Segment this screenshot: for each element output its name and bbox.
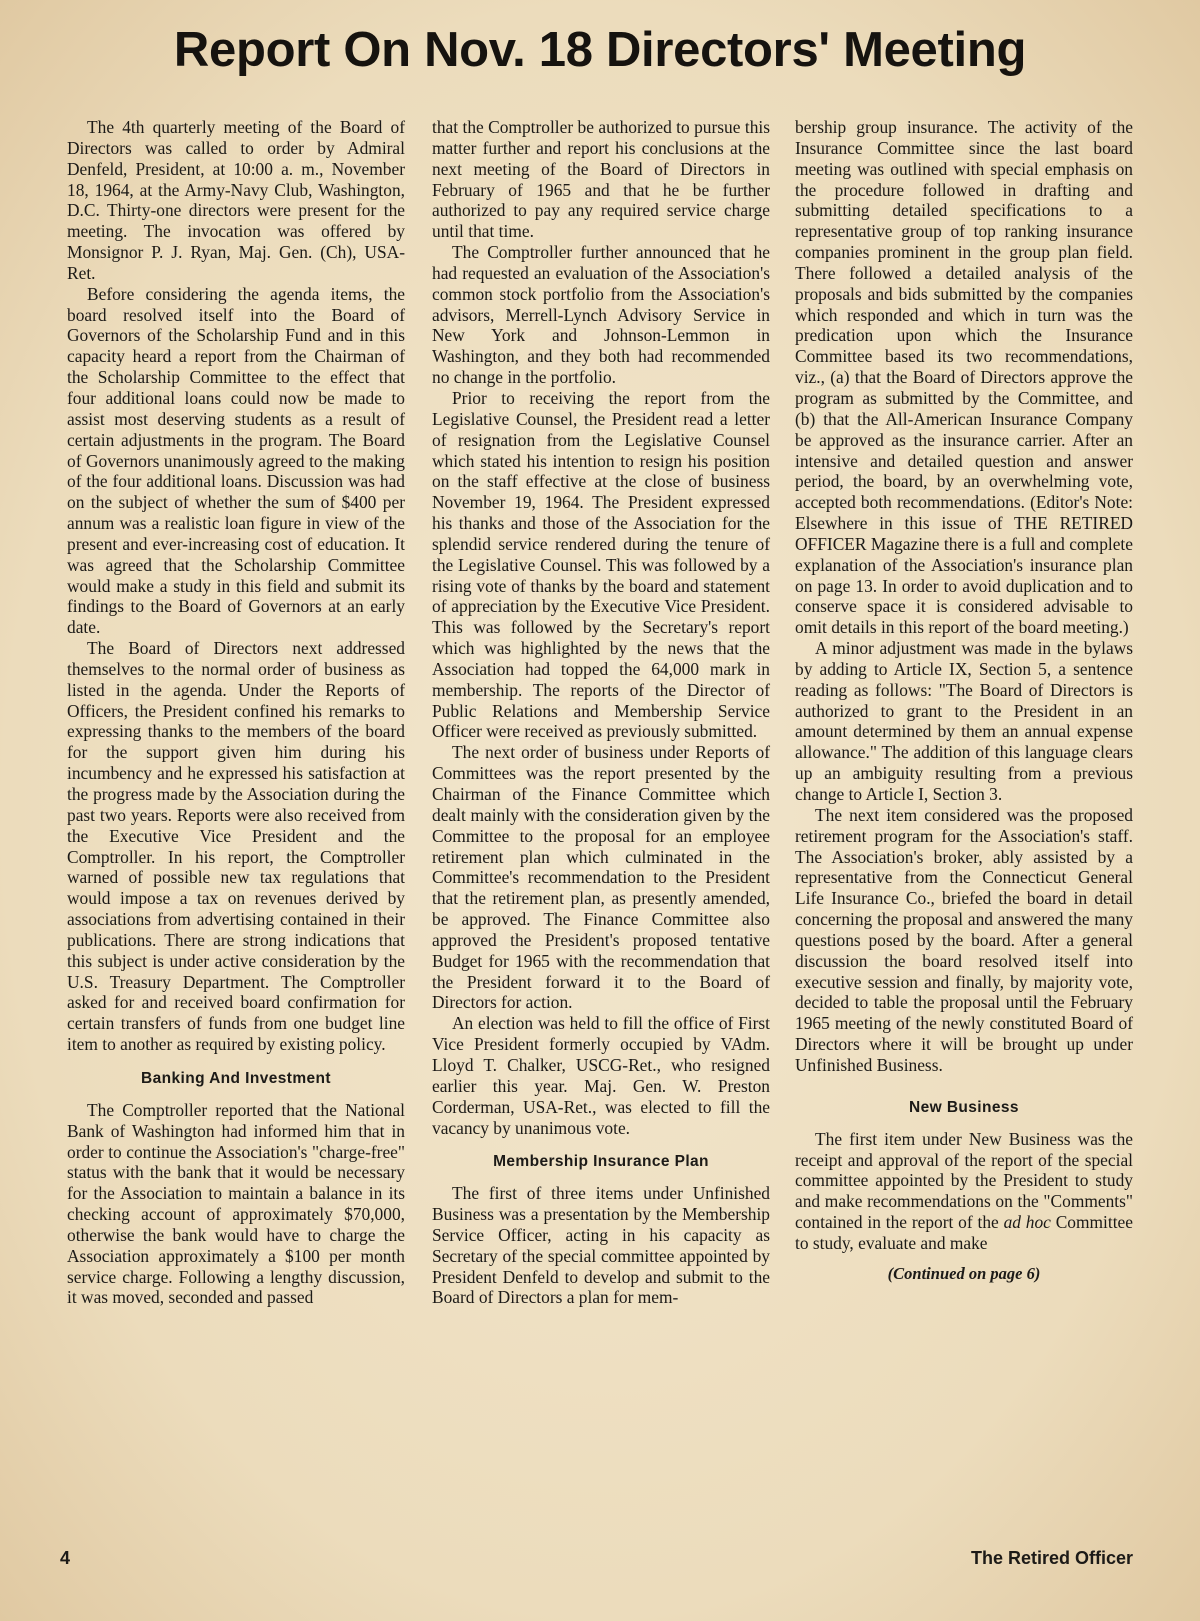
paragraph: The next order of business under Reports of Committees was the report presented by the Chairman of the Finance Committee which dealt mainly with the consideration given by the Committee to the proposal for an employee retirement plan which culminated in the Committee's recommendation to the President that the retirement plan, as presently amended, be approved. The Finance Committee also approved the President's proposed tentative Budget for 1965 with the recommendation that the President forward it to the Board of Directors for action. [432, 742, 770, 1013]
paragraph [795, 1129, 1133, 1254]
paragraph: The next item considered was the proposed retirement program for the Association's staff. The Association's broker, ably assisted by a representative from the Connecticut General Life Insurance Co., briefed the board in detail concerning the proposal and answered the many questions posed by the board. After a general discussion the board resolved itself into executive session and finally, by majority vote, decided to table the proposal until the February 1965 meeting of the newly constituted Board of Directors where it will be brought up under Unfinished Business. [795, 804, 1133, 1075]
section-heading-insurance: Membership Insurance Plan [493, 1153, 709, 1171]
continued-note: (Continued on page 6) [887, 1263, 1041, 1283]
paragraph: that the Comptroller be authorized to pursue this matter further and report his conclusions at the next meeting of the Board of Directors in February of 1965 and that he be further authorized to pay any required service charge until that time. [432, 117, 770, 242]
italic-term: ad hoc [1003, 1212, 1051, 1233]
publication-name: The Retired Officer [970, 1548, 1133, 1568]
paragraph: An election was held to fill the office of First Vice President formerly occupied by VAdm. Lloyd T. Chalker, USCG-Ret., who resigned earlier this year. Maj. Gen. W. Preston Corderman, USA-Ret., was elected to fill the vacancy by unanimous vote. [432, 1013, 770, 1138]
paragraph-text: Committee to study, evaluate and make [795, 1212, 1133, 1253]
paragraph: The Comptroller further announced that he had requested an evaluation of the Association's common stock portfolio from the Association's advisors, Merrell-Lynch Advisory Service in New York and Johnson-Lemmon in Washington, and they both had recommended no change in the portfolio. [432, 242, 770, 388]
paragraph: A minor adjustment was made in the bylaws by adding to Article IX, Section 5, a sentence reading as follows: "The Board of Directors is authorized to grant to the President in an amount determined by them an annual expense allowance." The addition of this language clears up an ambiguity resulting from a previous change to Article I, Section 3. [795, 638, 1133, 804]
paragraph: The Board of Directors next addressed themselves to the normal order of business as listed in the agenda. Under the Reports of Officers, the President confined his remarks to expressing thanks to the members of the board for the support given him during his incumbency and he expressed his satisfaction at the progress made by the Association during the past two years. Reports were also received from the Executive Vice President and the Comptroller. In his report, the Comptroller warned of possible new tax regulations that would impose a tax on revenues derived by associations from advertising contained in their publications. There are strong indications that this subject is under active consideration by the U.S. Treasury Department. The Comptroller asked for and received board confirmation for certain transfers of funds from one budget line item to another as required by existing policy. [67, 638, 405, 1055]
text-column-2 [432, 117, 770, 1308]
paragraph: Prior to receiving the report from the Legislative Counsel, the President read a letter of resignation from the Legislative Counsel which stated his intention to resign his position on the staff effective at the close of business November 19, 1964. The President expressed his thanks and those of the Association for the splendid service rendered during the tenure of the Legislative Counsel. This was followed by a rising vote of thanks by the board and statement of appreciation by the Executive Vice President. This was followed by the Secretary's report which was highlighted by the news that the Association had topped the 64,000 mark in membership. The reports of the Director of Public Relations and Membership Service Officer were received as previously submitted. [432, 387, 770, 742]
paragraph-text: The first item under New Business was the receipt and approval of the report of the special committee appointed by the President to study and make recommendations on the "Comments" contained in the report of the [795, 1128, 1133, 1233]
page-title: Report On Nov. 18 Directors' Meeting [173, 23, 1027, 77]
paragraph: The first of three items under Unfinished Business was a presentation by the Membership Service Officer, acting in his capacity as Secretary of the special committee appointed by President Denfeld to develop and submit to the Board of Directors a plan for mem- [432, 1183, 770, 1308]
text-column-1 [67, 117, 405, 1308]
paragraph: The Comptroller reported that the National Bank of Washington had informed him that in order to continue the Association's "charge-free" status with the bank that it would be necessary for the Association to maintain a balance in its checking account of approximately $70,000, otherwise the bank would have to charge the Association approximately a $100 per month service charge. Following a lengthy discussion, it was moved, seconded and passed [67, 1099, 405, 1308]
paragraph: Before considering the agenda items, the board resolved itself into the Board of Governors of the Scholarship Fund and in this capacity heard a report from the Chairman of the Scholarship Committee to the effect that four additional loans could now be made to assist most deserving students as a result of certain adjustments in the program. The Board of Governors unanimously agreed to the making of the four additional loans. Discussion was had on the subject of whether the sum of $400 per annum was a realistic loan figure in view of the present and ever-increasing cost of education. It was agreed that the Scholarship Committee would make a study in this field and submit its findings to the Board of Governors at an early date. [67, 283, 405, 638]
section-heading-new-business: New Business [909, 1098, 1019, 1116]
text-column-3 [795, 117, 1133, 1285]
paragraph: bership group insurance. The activity of the Insurance Committee since the last board meeting was outlined with special emphasis on the procedure followed in drafting and submitting detailed specifications to a representative group of top ranking insurance companies prominent in the group plan field. There followed a detailed analysis of the proposals and bids submitted by the companies which responded and which in turn was the predication upon which the Insurance Committee based its two recommendations, viz., (a) that the Board of Directors approve the program as submitted by the Committee, and (b) that the All-American Insurance Company be approved as the insurance carrier. After an intensive and detailed question and answer period, the board, by an overwhelming vote, accepted both recommendations. (Editor's Note: Elsewhere in this issue of THE RETIRED OFFICER Magazine there is a full and complete explanation of the Association's insurance plan on page 13. In order to avoid duplication and to conserve space it is considered advisable to omit details in this report of the board meeting.) [795, 117, 1133, 638]
page-number: 4 [60, 1548, 71, 1568]
section-heading-banking: Banking And Investment [141, 1069, 331, 1087]
paragraph: The 4th quarterly meeting of the Board of Directors was called to order by Admiral Denfeld, President, at 10:00 a. m., November 18, 1964, at the Army-Navy Club, Washington, D.C. Thirty-one directors were present for the meeting. The invocation was offered by Monsignor P. J. Ryan, Maj. Gen. (Ch), USA-Ret. [67, 117, 405, 283]
